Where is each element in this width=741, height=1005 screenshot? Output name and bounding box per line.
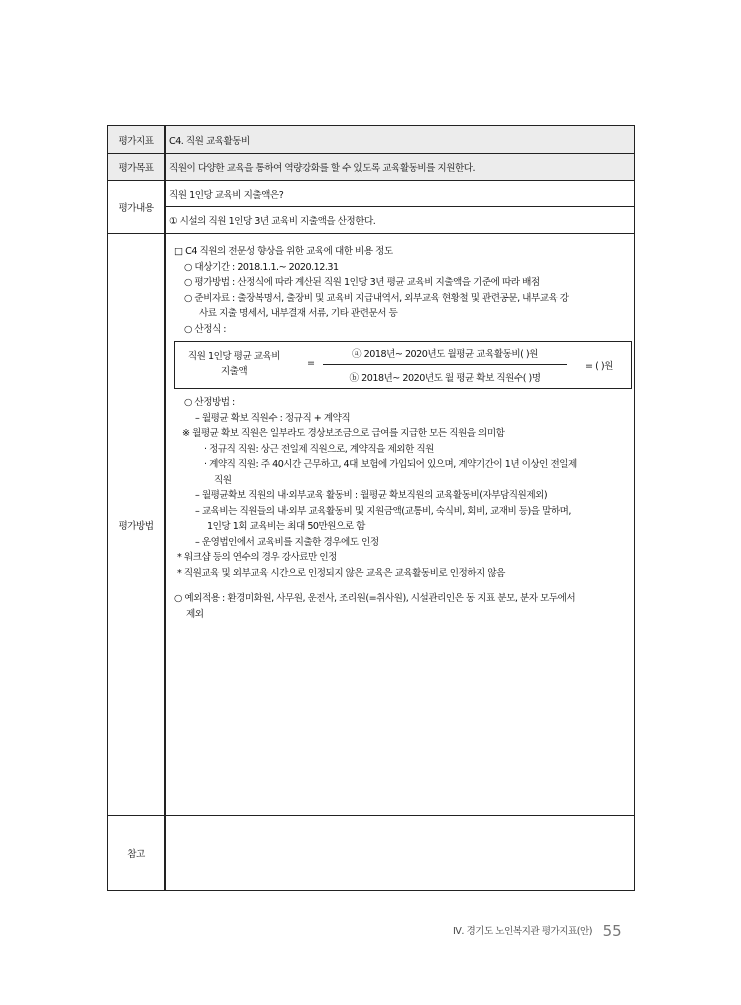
exception-line-2: 제외 — [186, 608, 204, 620]
calc-method-label: ○ 산정방법 : — [184, 397, 235, 408]
indicator-label: 평가지표 — [108, 126, 166, 154]
row-indicator — [108, 126, 635, 154]
row-content-question — [108, 181, 635, 207]
materials-line-1: ○ 준비자료 : 출장복명서, 출장비 및 교육비 지급내역서, 외부교육 현황철 및 관련공문, 내부교육 강 — [184, 292, 569, 304]
row-method — [108, 234, 635, 816]
exception-line-1: ○ 예외적용 : 환경미화원, 사무원, 운전사, 조리원(=취사원), 시설관리인은 동 지표 분모, 분자 모두에서 — [174, 593, 576, 604]
formula-result: = ( )원 — [585, 361, 613, 372]
page-number: 55 — [602, 922, 622, 940]
sub-contract-staff-cont: 직원 — [214, 474, 232, 486]
reference-label: 참고 — [108, 816, 166, 891]
sub-contract-staff: · 계약직 직원: 주 40시간 근무하고, 4대 보험에 가입되어 있으며, 계약기간이 1년 이상인 전일제 — [204, 459, 577, 470]
method-body — [165, 234, 635, 816]
content-label: 평가내용 — [108, 181, 166, 234]
method-heading: □ C4 직원의 전문성 향상을 위한 교육에 대한 비용 정도 — [174, 246, 393, 257]
spacer — [174, 581, 628, 591]
target-period: ○ 대상기간 : 2018.1.1.~ 2020.12.31 — [184, 261, 339, 273]
sub-regular-staff: · 정규직 직원: 상근 전일제 직원으로, 계약직을 제외한 직원 — [204, 443, 434, 455]
formula-equals: = — [307, 358, 315, 369]
star-note-education: * 직원교육 및 외부교육 시간으로 인정되지 않은 교육은 교육활동비로 인정하지 않음 — [177, 567, 505, 579]
formula-left — [181, 349, 287, 379]
formula-left-line-1: 직원 1인당 평균 교육비 — [187, 351, 281, 362]
goal-label: 평가목표 — [108, 154, 166, 181]
formula-denominator: ⓑ 2018년~ 2020년도 월 평균 확보 직원수( )명 — [349, 373, 541, 384]
row-goal — [108, 154, 635, 181]
evaluation-approach: ○ 평가방법 : 산정식에 따라 계산된 직원 1인당 3년 평균 교육비 지출액을 기준에 따라 배점 — [184, 277, 540, 288]
method-label: 평가방법 — [108, 234, 166, 816]
reference-value — [165, 816, 635, 891]
goal-value: 직원이 다양한 교육을 통하여 역량강화를 할 수 있도록 교육활동비를 지원한다. — [165, 154, 635, 181]
evaluation-table — [107, 125, 635, 891]
calc-staff-count: – 월평균 확보 직원수 : 정규직 + 계약직 — [195, 412, 351, 424]
calc-education-cost-cont: 1인당 1회 교육비는 최대 50만원으로 함 — [207, 521, 365, 532]
formula-numerator: ⓐ 2018년~ 2020년도 월평균 교육활동비( )원 — [352, 349, 538, 360]
content-question: 직원 1인당 교육비 지출액은? — [165, 181, 635, 207]
fraction-bar — [323, 364, 567, 365]
page-footer — [453, 920, 622, 938]
calc-activity-cost: – 월평균확보 직원의 내·외부교육 활동비 : 월평균 확보직원의 교육활동비(자부담직원제외) — [195, 490, 548, 501]
formula-box — [174, 341, 632, 389]
formula-left-line-2: 지출액 — [220, 366, 248, 377]
footer-section: Ⅳ. 경기도 노인복지관 평가지표(안) — [453, 926, 593, 937]
note-monthly-staff: ※ 월평균 확보 직원은 일부라도 경상보조금으로 급여를 지급한 모든 직원을 의미함 — [182, 428, 505, 439]
indicator-value: C4. 직원 교육활동비 — [165, 126, 635, 154]
formula-label: ○ 산정식 : — [184, 323, 227, 335]
content-item: ① 시설의 직원 1인당 3년 교육비 지출액을 산정한다. — [165, 207, 635, 234]
materials-line-2: 사료 지출 명세서, 내부결재 서류, 기타 관련문서 등 — [199, 308, 398, 319]
row-reference — [108, 816, 635, 891]
calc-education-cost: – 교육비는 직원들의 내·외부 교육활동비 및 지원금액(교통비, 숙식비, 회비, 교재비 등)을 말하며, — [195, 505, 571, 517]
calc-corporation: – 운영법인에서 교육비를 지출한 경우에도 인정 — [195, 536, 379, 548]
star-note-workshop: * 워크샵 등의 연수의 경우 강사료만 인정 — [177, 552, 337, 563]
row-content-item — [108, 207, 635, 234]
